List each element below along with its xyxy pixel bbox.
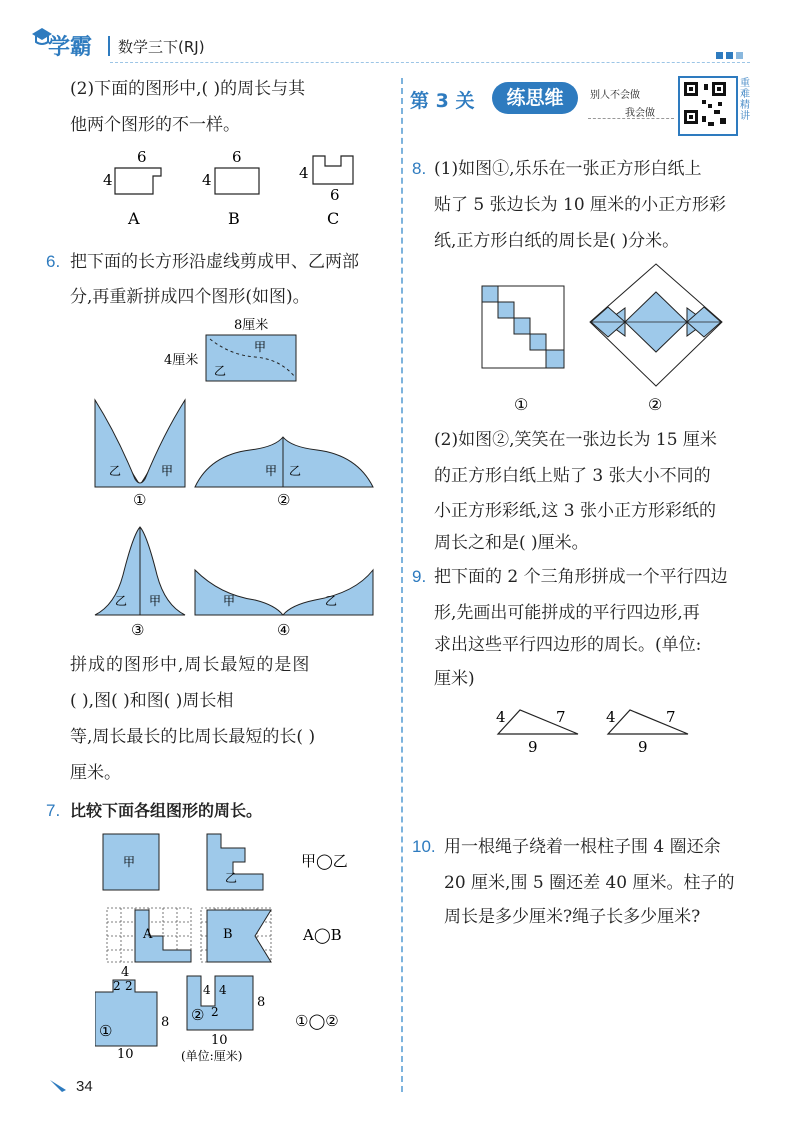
- q6-fig1-label: ①: [133, 491, 147, 509]
- q6-rectangle: [160, 315, 310, 387]
- q6-ans4: 厘米。: [70, 763, 121, 783]
- q8-number: 8.: [412, 159, 427, 178]
- svg-text:4: 4: [606, 708, 616, 726]
- q6-line2: 分,再重新拼成四个图形(如图)。: [70, 287, 310, 307]
- q5-2-line2: 他两个图形的不一样。: [70, 115, 240, 135]
- q6-fig4-label: ④: [277, 621, 291, 639]
- svg-text:乙: 乙: [225, 871, 238, 885]
- svg-text:乙: 乙: [289, 464, 302, 478]
- svg-text:乙: 乙: [109, 464, 122, 478]
- q10-line1: 用一根绳子绕着一根柱子围 4 圈还余: [444, 837, 721, 857]
- column-divider: [401, 78, 403, 1092]
- svg-text:甲: 甲: [123, 855, 136, 869]
- q6-line1: 把下面的长方形沿虚线剪成甲、乙两部: [70, 252, 359, 272]
- svg-text:9: 9: [528, 738, 538, 756]
- qr-code-icon[interactable]: [678, 76, 738, 136]
- q5-2-figures: [95, 148, 385, 230]
- rect-jia: 甲: [254, 340, 267, 354]
- q7-figures: [95, 830, 395, 1070]
- svg-text:A: A: [143, 927, 153, 942]
- q7-fig2-label: ②: [191, 1006, 205, 1024]
- compare3: ①◯②: [295, 1012, 339, 1030]
- svg-text:10: 10: [211, 1033, 228, 1048]
- svg-text:9: 9: [638, 738, 648, 756]
- q8-p2-line2: 的正方形白纸上贴了 3 张大小不同的: [434, 466, 711, 486]
- svg-text:8: 8: [161, 1015, 170, 1030]
- svg-text:4: 4: [496, 708, 506, 726]
- q10-line3: 周长是多少厘米?绳子长多少厘米?: [444, 907, 701, 927]
- page-number: 34: [76, 1078, 93, 1095]
- figB-left: 4: [202, 171, 212, 189]
- q8-fig2-label: ②: [648, 395, 663, 414]
- svg-text:甲: 甲: [149, 594, 162, 608]
- q9-line4: 厘米): [434, 669, 475, 689]
- svg-text:B: B: [223, 927, 233, 942]
- q9-line3: 求出这些平行四边形的周长。(单位:: [434, 635, 702, 655]
- rect-height: 4厘米: [164, 353, 199, 368]
- unit-note: (单位:厘米): [181, 1049, 243, 1063]
- section-rule: [588, 118, 674, 119]
- q10-number: 10.: [412, 837, 436, 856]
- q8-p1-line2: 贴了 5 张边长为 10 厘米的小正方形彩: [434, 195, 727, 215]
- q7-fig1-label: ①: [99, 1022, 113, 1040]
- q10-line2: 20 厘米,围 5 圈还差 40 厘米。柱子的: [444, 873, 735, 893]
- q6-fig3-label: ③: [131, 621, 145, 639]
- svg-text:2: 2: [211, 1005, 219, 1019]
- q7-title: 比较下面各组图形的周长。: [70, 801, 263, 820]
- header-squares: [716, 44, 746, 63]
- figA-left: 4: [103, 171, 113, 189]
- q8-figures: [478, 262, 738, 418]
- section-badge: 练思维: [492, 82, 578, 114]
- svg-text:4: 4: [121, 965, 130, 980]
- q5-2-line1: (2)下面的图形中,( )的周长与其: [70, 79, 306, 99]
- q8-p1-line1: (1)如图①,乐乐在一张正方形白纸上: [434, 159, 702, 179]
- pencil-icon: [48, 1076, 72, 1094]
- rect-width: 8厘米: [234, 318, 269, 333]
- compare2: A◯B: [303, 926, 342, 944]
- compare1: 甲◯乙: [301, 852, 348, 870]
- brand-logo: 学霸: [48, 35, 93, 60]
- svg-text:乙: 乙: [115, 594, 128, 608]
- figB-top: 6: [232, 148, 242, 166]
- q8-p2-line3: 小正方形彩纸,这 3 张小正方形彩纸的: [434, 501, 717, 521]
- section-slogan1: 别人不会做: [590, 90, 640, 101]
- page-header: [0, 0, 800, 70]
- q6-ans3: 等,周长最长的比周长最短的长( ): [70, 727, 316, 747]
- qr-label: 重难精讲: [740, 78, 750, 122]
- figA-top: 6: [137, 148, 147, 166]
- svg-text:甲: 甲: [265, 464, 278, 478]
- q7-number: 7.: [46, 801, 61, 820]
- svg-text:4: 4: [219, 983, 227, 997]
- section-title: 第 3 关: [410, 90, 475, 112]
- q6-ans1: 拼成的图形中,周长最短的是图: [70, 655, 311, 675]
- header-rule: [110, 62, 750, 64]
- figure-a[interactable]: [115, 168, 161, 194]
- q8-p2-line1: (2)如图②,笑笑在一张边长为 15 厘米: [434, 430, 717, 450]
- q8-p1-line3: 纸,正方形白纸的周长是( )分米。: [434, 231, 680, 251]
- q9-line2: 形,先画出可能拼成的平行四边形,再: [434, 603, 700, 623]
- svg-text:乙: 乙: [325, 594, 338, 608]
- section-slogan2: 我会做: [625, 108, 655, 119]
- svg-text:4: 4: [203, 983, 211, 997]
- q6-number: 6.: [46, 252, 61, 271]
- q9-triangles: [490, 700, 710, 760]
- svg-text:8: 8: [257, 995, 266, 1010]
- subject-title: 数学三下(RJ): [118, 38, 205, 56]
- svg-text:7: 7: [666, 708, 676, 726]
- svg-text:10: 10: [117, 1047, 134, 1062]
- q9-line1: 把下面的 2 个三角形拼成一个平行四边: [434, 567, 728, 587]
- figure-b[interactable]: [215, 168, 259, 194]
- q9-number: 9.: [412, 567, 427, 586]
- figC-inner: 6: [330, 186, 340, 204]
- figB-label: B: [228, 209, 240, 228]
- q8-p2-line4: 周长之和是( )厘米。: [434, 533, 589, 553]
- svg-text:7: 7: [556, 708, 566, 726]
- figure-c[interactable]: [313, 156, 353, 184]
- svg-text:甲: 甲: [223, 594, 236, 608]
- figC-left: 4: [299, 164, 309, 182]
- svg-text:2: 2: [113, 979, 121, 993]
- header-divider: [108, 36, 110, 56]
- svg-text:2: 2: [125, 979, 133, 993]
- q6-four-figures: [85, 395, 385, 645]
- figC-label: C: [327, 209, 340, 228]
- q8-fig1-label: ①: [514, 395, 529, 414]
- figA-label: A: [128, 209, 140, 228]
- q6-fig2-label: ②: [277, 491, 291, 509]
- rect-yi: 乙: [214, 364, 227, 378]
- q6-ans2: ( ),图( )和图( )周长相: [70, 691, 234, 711]
- svg-text:甲: 甲: [161, 464, 174, 478]
